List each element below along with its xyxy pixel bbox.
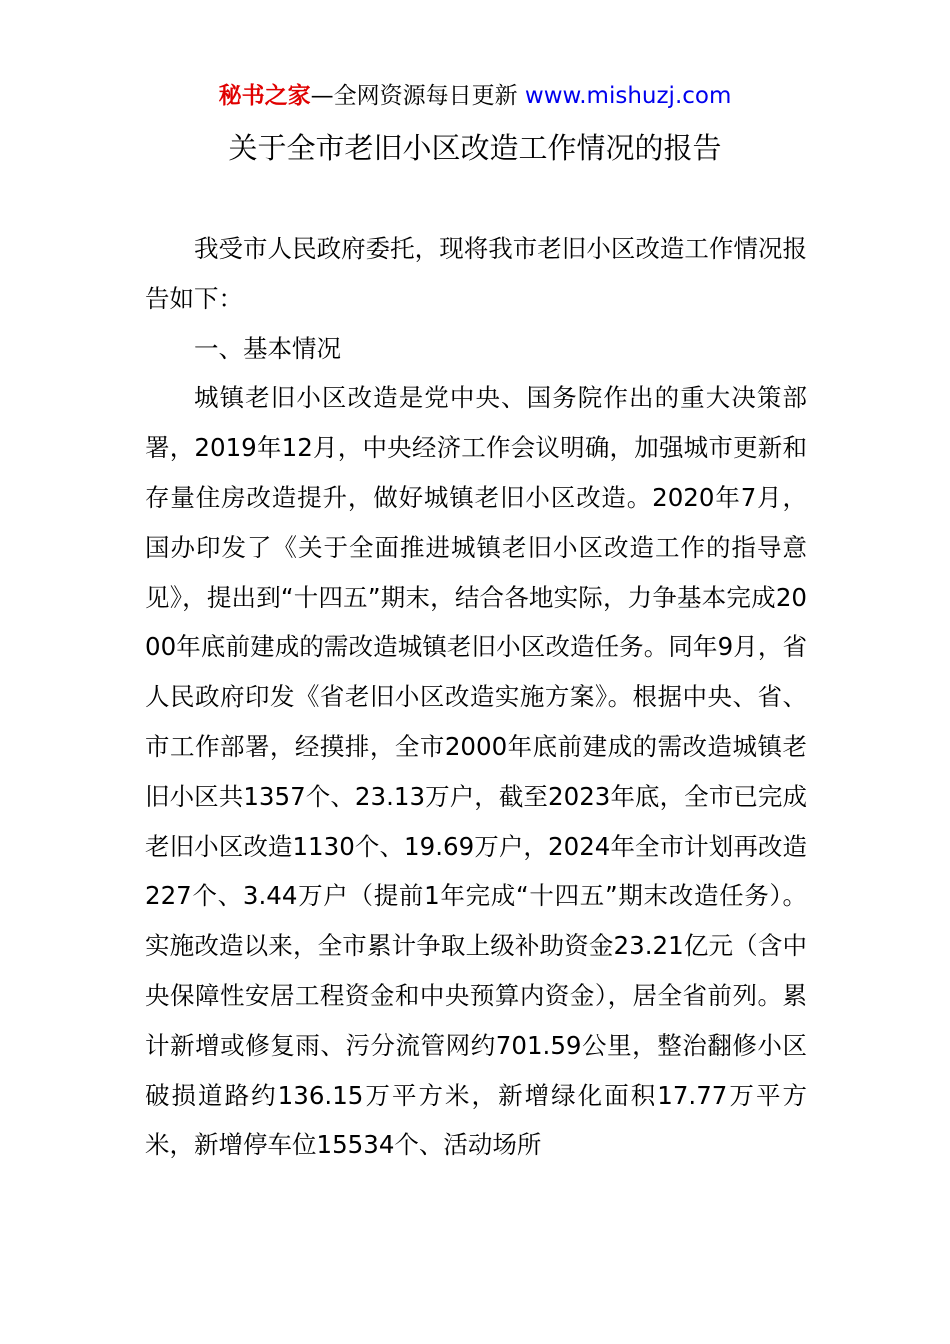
header-tagline: —全网资源每日更新 [310, 83, 525, 109]
document-title: 关于全市老旧小区改造工作情况的报告 [228, 131, 722, 165]
brand-name: 秘书之家 [218, 83, 311, 109]
body-paragraph: 城镇老旧小区改造是党中央、国务院作出的重大决策部署，2019年12月，中央经济工作会议明确，加强城市更新和存量住房改造提升，做好城镇老旧小区改造。2020年7月，国办印发了《关于全面推进城镇老旧小区改造工作的指导意见》，提出到“十四五”期末，结合各地实际，力争基本完成2000年底前建成的需改造城镇老旧小区改造任务。同年9月，省人民政府印发《省老旧小区改造实施方案》。根据中央、省、市工作部署，经摸排，全市2000年底前建成的需改造城镇老旧小区共1357个、23.13万户，截至2023年底，全市已完成老旧小区改造1130个、19.69万户，2024年全市计划再改造227个、3.44万户（提前1年完成“十四五”期末改造任务）。实施改造以来，全市累计争取上级补助资金23.21亿元（含中央保障性安居工程资金和中央预算内资金），居全省前列。累计新增或修复雨、污分流管网约701.59公里，整治翻修小区破损道路约136.15万平方米，新增绿化面积17.77万平方米，新增停车位15534个、活动场所 [145, 383, 807, 1160]
site-link[interactable]: www.mishuzj.com [524, 83, 732, 109]
document-body [145, 224, 807, 1170]
section-heading: 一、基本情况 [194, 333, 341, 363]
intro-paragraph: 我受市人民政府委托，现将我市老旧小区改造工作情况报告如下： [145, 234, 807, 313]
site-header [0, 80, 950, 112]
